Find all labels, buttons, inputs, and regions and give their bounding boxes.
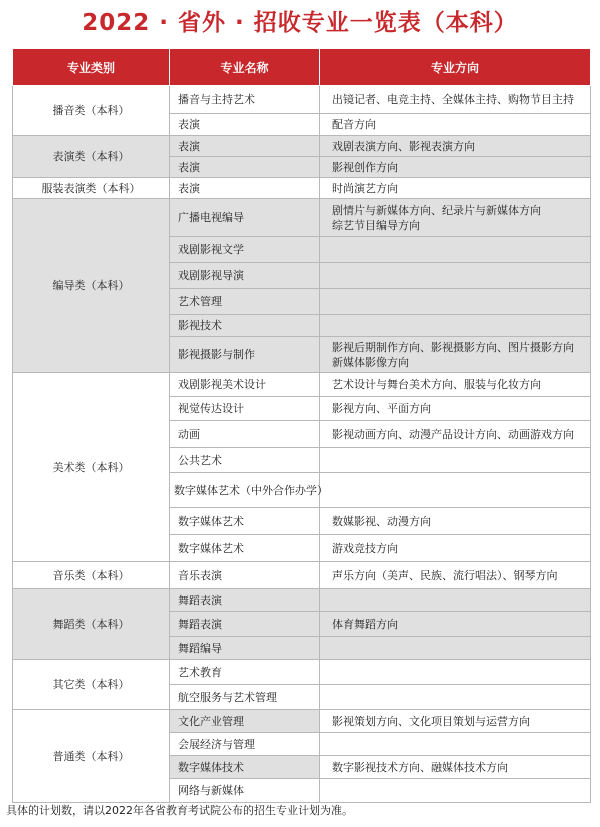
category-cell: 编导类（本科）	[13, 199, 170, 373]
direction-cell: 数媒影视、动漫方向	[320, 508, 591, 535]
category-cell: 美术类（本科）	[13, 373, 170, 562]
direction-cell	[320, 199, 591, 237]
direction-cell: 艺术设计与舞台美术方向、服装与化妆方向	[320, 373, 591, 397]
major-name-cell: 公共艺术	[170, 448, 320, 473]
direction-cell: 戏剧表演方向、影视表演方向	[320, 136, 591, 157]
major-name-cell: 播音与主持艺术	[170, 86, 320, 114]
category-cell: 音乐类（本科）	[13, 562, 170, 589]
category-cell: 普通类（本科）	[13, 710, 170, 803]
major-name-cell: 舞蹈表演	[170, 589, 320, 612]
direction-cell: 时尚演艺方向	[320, 178, 591, 199]
direction-line: 影视后期制作方向、影视摄影方向、图片摄影方向	[332, 340, 574, 354]
direction-cell: 体育舞蹈方向	[320, 612, 591, 637]
direction-cell: 出镜记者、电竞主持、全媒体主持、购物节目主持	[320, 86, 591, 114]
direction-cell: 配音方向	[320, 114, 591, 136]
direction-cell: 影视方向、平面方向	[320, 397, 591, 421]
header-category: 专业类别	[13, 49, 170, 86]
major-name-cell: 戏剧影视文学	[170, 237, 320, 263]
category-cell: 舞蹈类（本科）	[13, 589, 170, 660]
direction-cell	[320, 315, 591, 337]
major-name-cell: 音乐表演	[170, 562, 320, 589]
category-cell: 播音类（本科）	[13, 86, 170, 136]
major-name-cell: 会展经济与管理	[170, 733, 320, 756]
major-name-cell: 影视技术	[170, 315, 320, 337]
direction-line: 综艺节目编导方向	[332, 218, 420, 232]
header-major-name: 专业名称	[170, 49, 320, 86]
direction-cell: 影视策划方向、文化项目策划与运营方向	[320, 710, 591, 733]
major-table	[12, 48, 591, 803]
direction-cell	[320, 237, 591, 263]
major-name-cell: 数字媒体艺术	[170, 508, 320, 535]
direction-cell	[320, 448, 591, 473]
header-direction: 专业方向	[320, 49, 591, 86]
direction-cell	[320, 637, 591, 660]
table-row	[13, 86, 591, 114]
category-cell: 表演类（本科）	[13, 136, 170, 178]
direction-cell	[320, 685, 591, 710]
direction-cell	[320, 337, 591, 373]
major-name-cell: 舞蹈表演	[170, 612, 320, 637]
major-name-cell: 文化产业管理	[170, 710, 320, 733]
major-name-cell: 航空服务与艺术管理	[170, 685, 320, 710]
major-name-cell: 戏剧影视导演	[170, 263, 320, 289]
major-name-cell: 表演	[170, 114, 320, 136]
major-name-cell: 网络与新媒体	[170, 779, 320, 803]
direction-cell: 游戏竞技方向	[320, 535, 591, 562]
table-row	[13, 660, 591, 685]
direction-line: 新媒体影像方向	[332, 355, 409, 369]
major-name-cell: 艺术教育	[170, 660, 320, 685]
table-row	[13, 710, 591, 733]
direction-cell: 数字影视技术方向、融媒体技术方向	[320, 756, 591, 779]
major-name-cell: 数字媒体艺术	[170, 535, 320, 562]
direction-cell	[320, 660, 591, 685]
major-name-cell: 表演	[170, 178, 320, 199]
category-cell: 服装表演类（本科）	[13, 178, 170, 199]
direction-cell	[320, 473, 591, 508]
direction-cell	[320, 779, 591, 803]
direction-cell: 影视动画方向、动漫产品设计方向、动画游戏方向	[320, 421, 591, 448]
direction-cell	[320, 589, 591, 612]
major-name-cell: 动画	[170, 421, 320, 448]
direction-cell	[320, 733, 591, 756]
table-row	[13, 178, 591, 199]
major-name-cell: 戏剧影视美术设计	[170, 373, 320, 397]
table-row	[13, 136, 591, 157]
major-name-cell: 影视摄影与制作	[170, 337, 320, 373]
direction-cell: 声乐方向（美声、民族、流行唱法）、钢琴方向	[320, 562, 591, 589]
major-name-cell: 数字媒体技术	[170, 756, 320, 779]
major-name-cell: 广播电视编导	[170, 199, 320, 237]
table-row	[13, 589, 591, 612]
major-name-cell: 数字媒体艺术（中外合作办学）	[170, 473, 320, 508]
major-name-cell: 表演	[170, 157, 320, 178]
major-name-cell: 艺术管理	[170, 289, 320, 315]
table-row	[13, 373, 591, 397]
major-name-cell: 表演	[170, 136, 320, 157]
page-title: 2022 · 省外 · 招收专业一览表（本科）	[82, 10, 518, 36]
direction-line: 剧情片与新媒体方向、纪录片与新媒体方向	[332, 203, 541, 217]
direction-cell	[320, 289, 591, 315]
table-header-row	[13, 49, 591, 86]
major-name-cell: 视觉传达设计	[170, 397, 320, 421]
category-cell: 其它类（本科）	[13, 660, 170, 710]
direction-cell	[320, 263, 591, 289]
table-row	[13, 199, 591, 237]
major-name-cell: 舞蹈编导	[170, 637, 320, 660]
table-row	[13, 562, 591, 589]
direction-cell: 影视创作方向	[320, 157, 591, 178]
footnote: 具体的计划数，请以2022年各省教育考试院公布的招生专业计划为准。	[6, 804, 353, 817]
